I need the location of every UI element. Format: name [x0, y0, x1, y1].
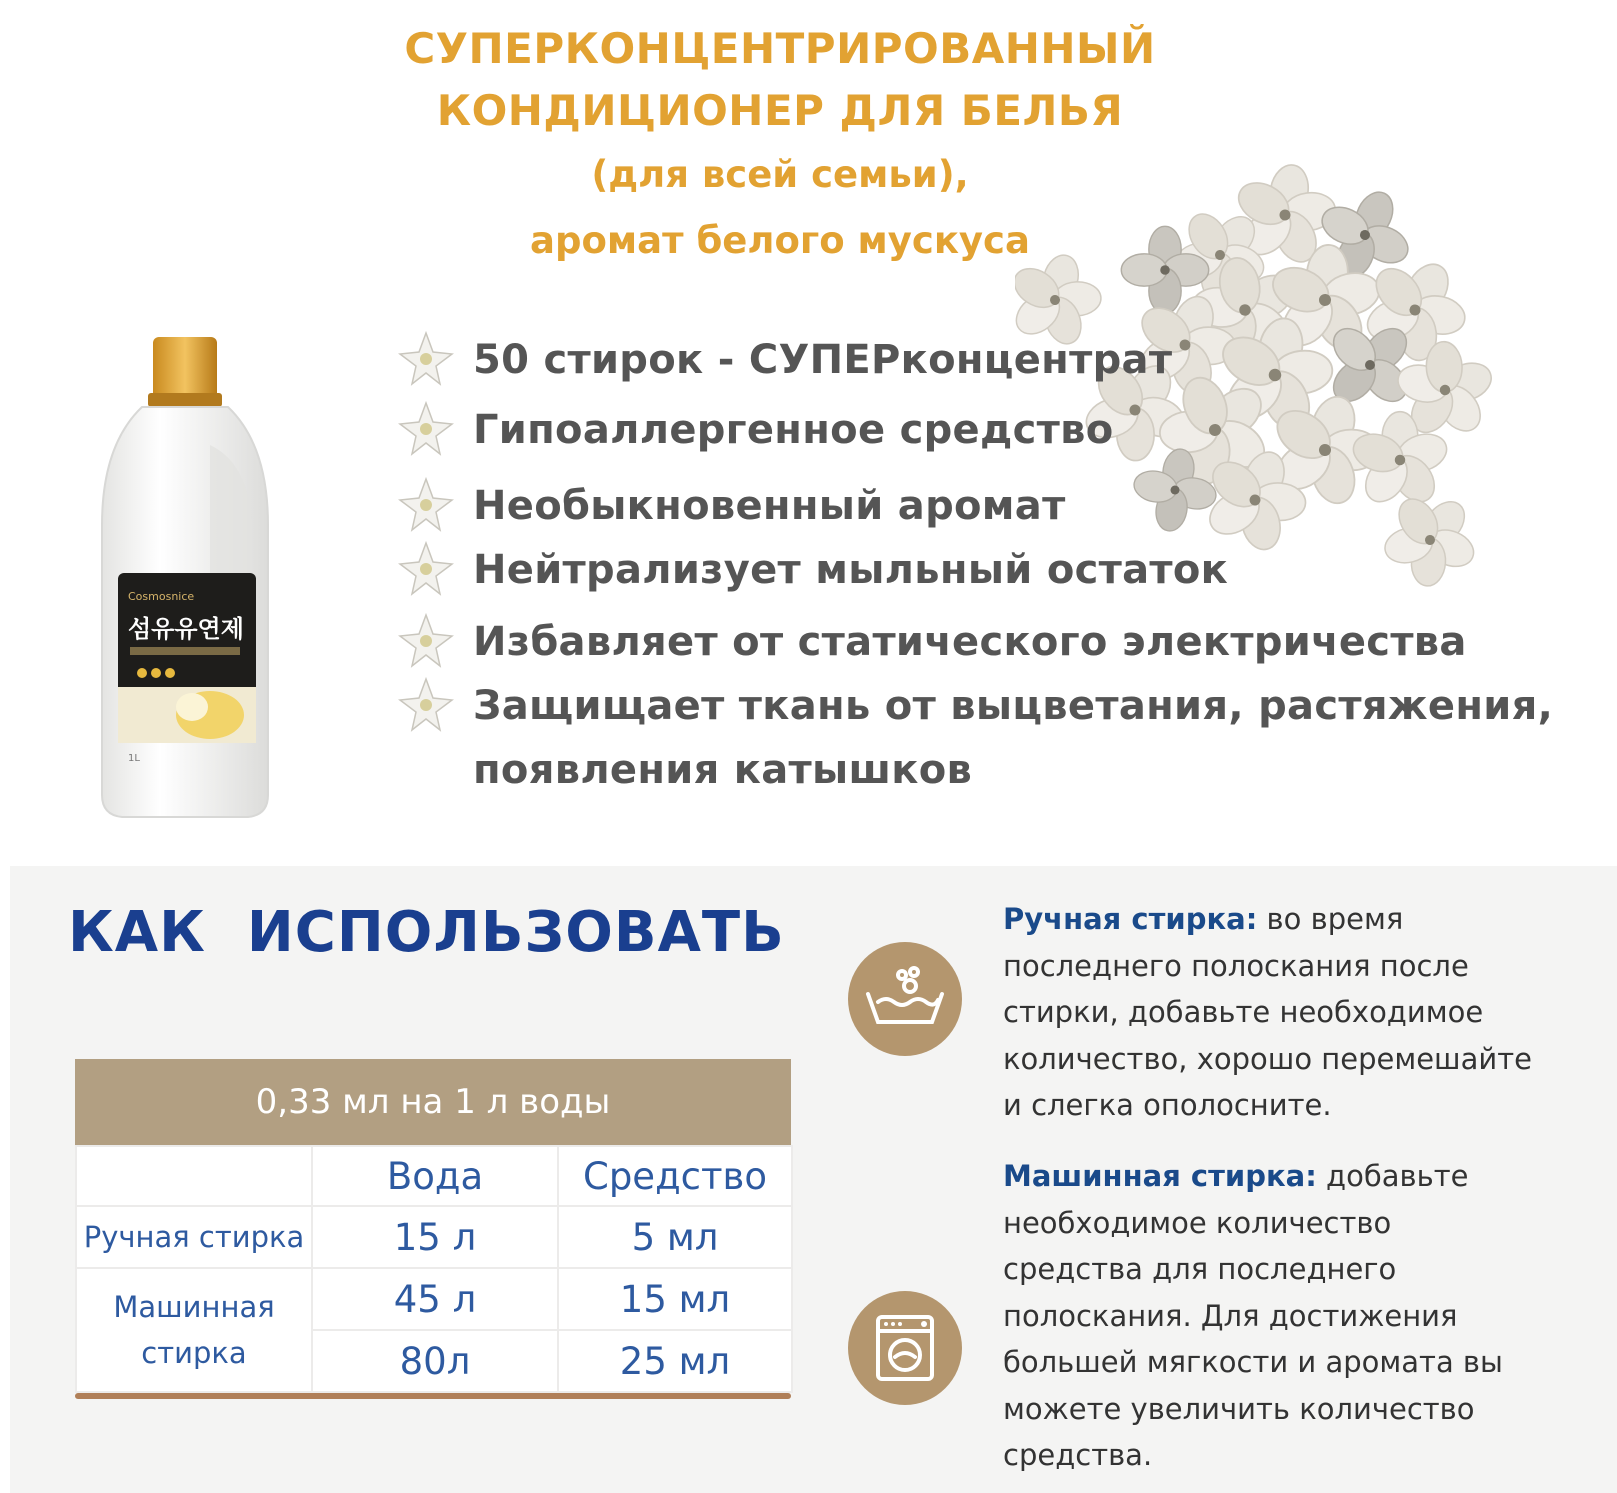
benefit-item	[395, 474, 1066, 538]
table-row	[76, 1206, 792, 1268]
hand-wash-icon-circle	[848, 942, 962, 1056]
dosage-table	[75, 1059, 791, 1399]
bottle-volume: 1L	[128, 753, 140, 764]
how-to-use-title: КАК ИСПОЛЬЗОВАТЬ	[68, 900, 785, 965]
table-header-row	[76, 1146, 792, 1206]
benefit-text: Необыкновенный аромат	[473, 483, 1066, 529]
table-row	[76, 1268, 792, 1330]
water-cell: 80л	[312, 1330, 558, 1392]
header-cell-water: Вода	[312, 1146, 558, 1206]
hand-wash-text-start: во время	[1257, 902, 1404, 936]
water-cell: 45 л	[312, 1268, 558, 1330]
benefit-text: Избавляет от статического электричества	[473, 619, 1467, 665]
machine-wash-line: можете увеличить количество	[1003, 1391, 1475, 1426]
product-bottle-image	[80, 295, 350, 835]
benefit-text: Защищает ткань от выцветания, растяжения,	[473, 683, 1554, 729]
dosage-caption: 0,33 мл на 1 л воды	[75, 1059, 791, 1145]
hand-wash-line: и слегка ополосните.	[1003, 1088, 1332, 1122]
title-line-3: (для всей семьи),	[591, 153, 969, 196]
product-cell: 5 мл	[558, 1206, 792, 1268]
benefit-item	[395, 674, 1553, 802]
benefit-item	[395, 610, 1467, 674]
benefit-item	[395, 328, 1172, 392]
white-flower-icon	[395, 538, 457, 600]
benefit-text: Нейтрализует мыльный остаток	[473, 547, 1229, 593]
benefit-item	[395, 538, 1228, 602]
row-label: Машинная стирка	[76, 1268, 312, 1392]
row-label: Ручная стирка	[76, 1206, 312, 1268]
machine-wash-text-start: добавьте	[1316, 1159, 1469, 1193]
hand-wash-basin-icon	[848, 942, 962, 1056]
title-line-4: аромат белого мускуса	[530, 219, 1030, 262]
machine-wash-line: полоскания. Для достижения	[1003, 1298, 1458, 1333]
benefit-text: Гипоаллергенное средство	[473, 407, 1114, 453]
benefit-text-continued: появления катышков	[473, 747, 973, 793]
product-cell: 15 мл	[558, 1268, 792, 1330]
header-cell-product: Средство	[558, 1146, 792, 1206]
hand-wash-line: стирки, добавьте необходимое	[1003, 995, 1484, 1029]
title-line-2: КОНДИЦИОНЕР ДЛЯ БЕЛЬЯ	[436, 86, 1124, 135]
bottle-korean-name: 섬유유연제	[128, 615, 244, 643]
hand-wash-instructions	[1003, 896, 1588, 1129]
machine-wash-line: средства.	[1003, 1438, 1153, 1472]
hand-wash-label: Ручная стирка:	[1003, 902, 1258, 936]
header-cell-empty	[76, 1146, 312, 1206]
white-flower-icon	[395, 610, 457, 672]
title-line-1: СУПЕРКОНЦЕНТРИРОВАННЫЙ	[404, 24, 1156, 73]
white-flower-icon	[395, 398, 457, 460]
water-cell: 15 л	[312, 1206, 558, 1268]
dosage-grid	[75, 1145, 793, 1393]
washing-machine-icon	[848, 1291, 962, 1405]
machine-wash-instructions	[1003, 1153, 1588, 1479]
white-flower-icon	[395, 474, 457, 536]
table-underline	[75, 1393, 791, 1399]
hand-wash-line: количество, хорошо перемешайте	[1003, 1041, 1532, 1076]
white-flower-icon	[395, 674, 457, 736]
machine-wash-line: необходимое количество	[1003, 1205, 1392, 1240]
machine-wash-label: Машинная стирка:	[1003, 1159, 1317, 1193]
benefit-item	[395, 398, 1113, 462]
bottle-brand: Cosmosnice	[128, 590, 195, 603]
benefit-text: 50 стирок - СУПЕРконцентрат	[473, 337, 1173, 383]
machine-wash-icon-circle	[848, 1291, 962, 1405]
hand-wash-line: последнего полоскания после	[1003, 948, 1469, 983]
machine-wash-line: средства для последнего	[1003, 1252, 1397, 1286]
machine-wash-line: большей мягкости и аромата вы	[1003, 1345, 1503, 1379]
white-flower-icon	[395, 328, 457, 390]
product-cell: 25 мл	[558, 1330, 792, 1392]
